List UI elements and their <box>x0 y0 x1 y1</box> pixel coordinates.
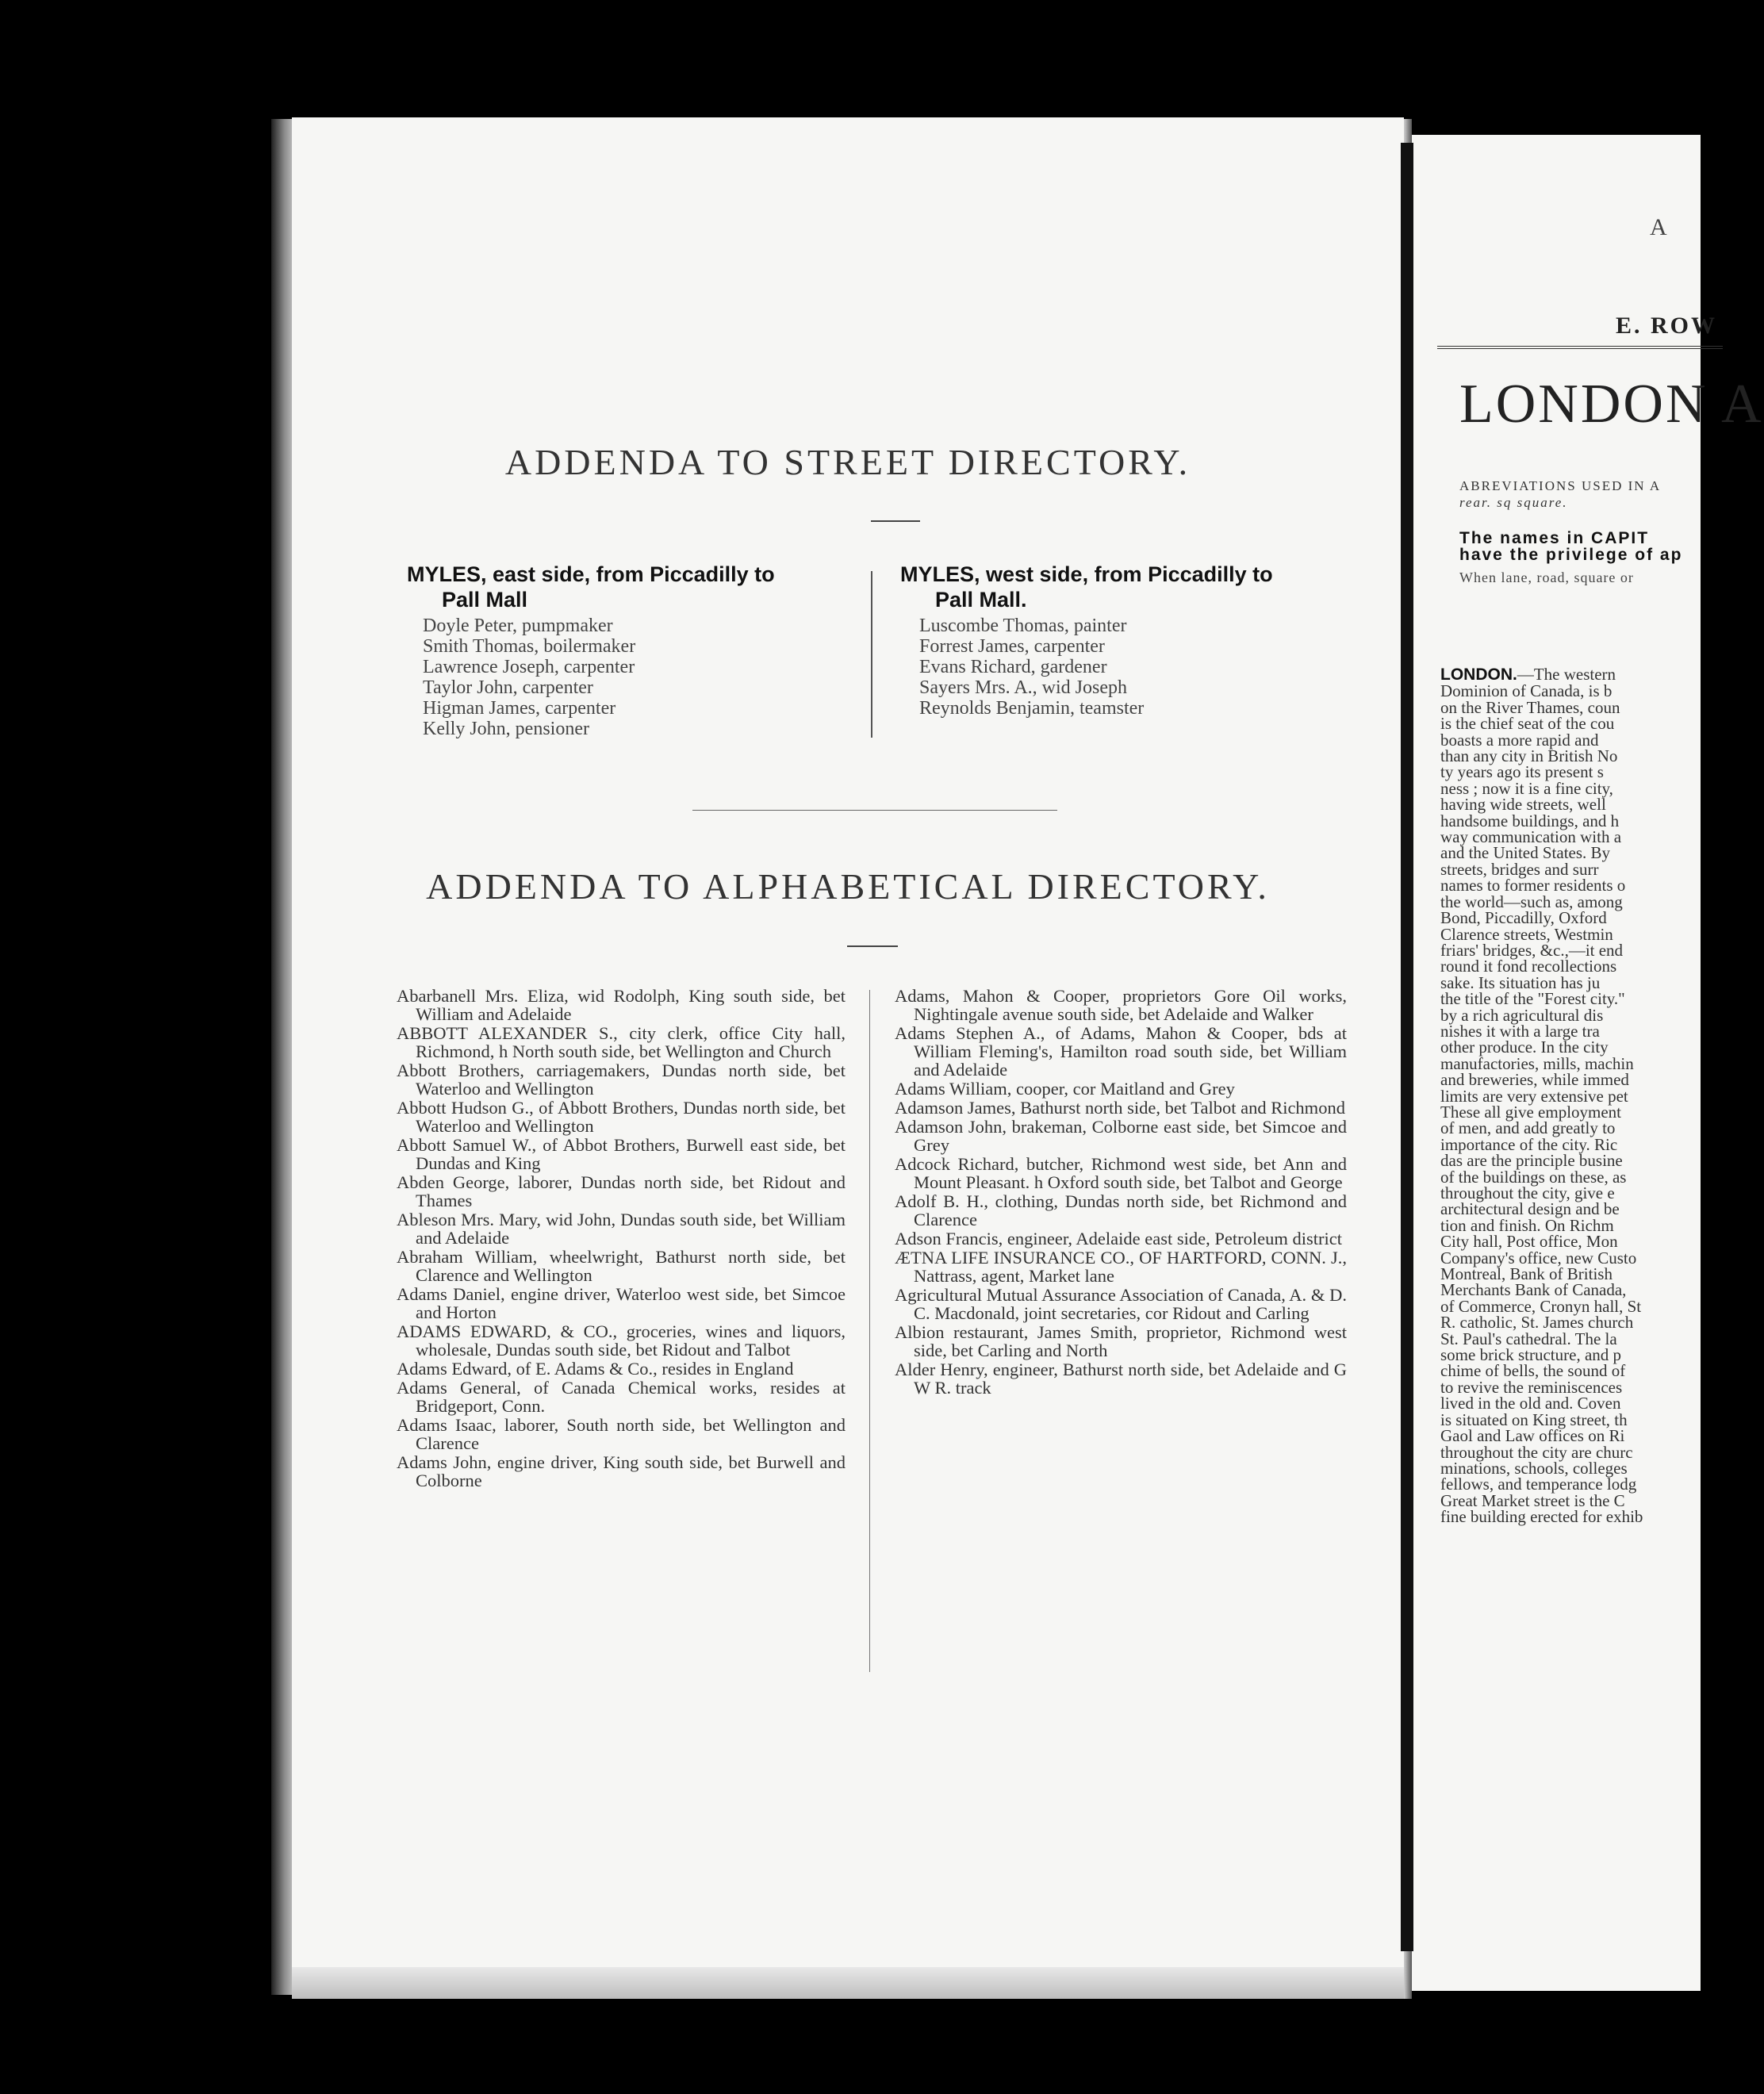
body-line: minations, schools, colleges <box>1440 1458 1628 1478</box>
alpha-left-column <box>397 987 846 1490</box>
directory-entry: Abarbanell Mrs. Eliza, wid Rodolph, King south side, bet William and Adelaide <box>397 986 846 1024</box>
directory-entry: Alder Henry, engineer, Bathurst north side, bet Adelaide and G W R. track <box>895 1360 1347 1398</box>
street-directory-title: ADDENDA TO STREET DIRECTORY. <box>504 442 1191 482</box>
column-divider <box>869 990 870 1672</box>
directory-entry: Adams John, engine driver, King south side, bet Burwell and Colborne <box>397 1452 846 1490</box>
body-line: Great Market street is the C <box>1440 1490 1625 1510</box>
body-line: streets, bridges and surr <box>1440 859 1599 879</box>
header-rule <box>1437 346 1723 349</box>
body-line: throughout the city, give e <box>1440 1183 1615 1202</box>
body-line: ty years ago its present s <box>1440 762 1604 782</box>
alpha-right-column <box>895 987 1347 1398</box>
right-page <box>1412 135 1764 1991</box>
body-line: Montreal, Bank of British <box>1440 1264 1613 1284</box>
directory-entry: Adolf B. H., clothing, Dundas north side, bet Richmond and Clarence <box>895 1191 1347 1229</box>
street-left-heading: MYLES, east side, from Piccadilly to <box>407 562 775 586</box>
street-right-heading: MYLES, west side, from Piccadilly to <box>900 562 1273 586</box>
body-line: lived in the old and. Coven <box>1440 1394 1621 1413</box>
title-rule <box>871 520 920 522</box>
directory-entry: Adams General, of Canada Chemical works, resides at Bridgeport, Conn. <box>397 1378 846 1416</box>
body-line: R. catholic, St. James church <box>1440 1313 1634 1333</box>
directory-entry: Adcock Richard, butcher, Richmond west side, bet Ann and Mount Pleasant. h Oxford south side, bet Talbot and George <box>895 1154 1347 1192</box>
body-line: friars' bridges, &c.,—it end <box>1440 940 1624 960</box>
directory-entry: Adams Stephen A., of Adams, Mahon & Cooper, bds at William Fleming's, Hamilton road south side, bet William and Adelaide <box>895 1023 1347 1080</box>
directory-entry: Abden George, laborer, Dundas north side, bet Ridout and Thames <box>397 1172 846 1210</box>
corner-letter: A <box>1650 214 1667 240</box>
street-entry: Smith Thomas, boilermaker <box>423 636 636 657</box>
body-line: das are the principle busine <box>1440 1151 1623 1171</box>
body-line: limits are very extensive pet <box>1440 1086 1628 1106</box>
street-left-heading-cont: Pall Mall <box>442 588 528 612</box>
when-note: When lane, road, square or <box>1459 570 1634 585</box>
body-line: of Commerce, Cronyn hall, St <box>1440 1296 1642 1316</box>
body-line: LONDON.—The western <box>1440 665 1616 684</box>
body-line: ness ; now it is a fine city, <box>1440 778 1613 798</box>
body-line: the title of the "Forest city." <box>1440 989 1625 1009</box>
names-line: The names in CAPIT <box>1459 529 1650 547</box>
title-rule <box>847 945 898 947</box>
body-line: than any city in British No <box>1440 746 1618 766</box>
page-edge-bottom <box>292 1967 1404 1999</box>
directory-entry: Adams, Mahon & Cooper, proprietors Gore Oil works, Nightingale avenue south side, bet Adelaide and Walker <box>895 986 1347 1024</box>
directory-entry: ÆTNA LIFE INSURANCE CO., OF HARTFORD, CONN. J., Nattrass, agent, Market lane <box>895 1248 1347 1286</box>
gutter-shadow <box>1401 143 1413 1951</box>
directory-entry: Ableson Mrs. Mary, wid John, Dundas south side, bet William and Adelaide <box>397 1210 846 1248</box>
street-right-heading-cont: Pall Mall. <box>935 588 1027 612</box>
directory-entry: ABBOTT ALEXANDER S., city clerk, office City hall, Richmond, h North south side, bet Wellington and Church <box>397 1023 846 1061</box>
body-line: on the River Thames, coun <box>1440 697 1620 717</box>
abbr-line: ABREVIATIONS USED IN A <box>1459 478 1662 493</box>
page-title: LONDON A <box>1459 374 1764 435</box>
body-line: chime of bells, the sound of <box>1440 1361 1626 1381</box>
street-entry: Evans Richard, gardener <box>919 657 1107 677</box>
body-line: Gaol and Law offices on Ri <box>1440 1426 1625 1446</box>
body-line: Clarence streets, Westmin <box>1440 924 1613 944</box>
body-line: the world—such as, among <box>1440 892 1623 911</box>
body-line: fellows, and temperance lodg <box>1440 1475 1637 1494</box>
body-line: Company's office, new Custo <box>1440 1248 1637 1268</box>
names-note <box>1459 530 1682 563</box>
body-line: nishes it with a large tra <box>1440 1021 1600 1041</box>
body-line: boasts a more rapid and <box>1440 730 1599 750</box>
directory-entry: ADAMS EDWARD, & CO., groceries, wines and liquors, wholesale, Dundas south side, bet Ridout and Talbot <box>397 1321 846 1360</box>
left-page <box>292 117 1404 1997</box>
body-line: handsome buildings, and h <box>1440 811 1620 830</box>
body-line: Dominion of Canada, is b <box>1440 681 1613 701</box>
directory-entry: Abbott Hudson G., of Abbott Brothers, Dundas north side, bet Waterloo and Wellington <box>397 1098 846 1136</box>
body-line: way communication with a <box>1440 827 1622 847</box>
body-line: These all give employment <box>1440 1102 1622 1122</box>
directory-entry: Adams Edward, of E. Adams & Co., resides in England <box>397 1359 794 1379</box>
alpha-directory-title: ADDENDA TO ALPHABETICAL DIRECTORY. <box>426 866 1270 907</box>
directory-entry: Adson Francis, engineer, Adelaide east side, Petroleum district <box>895 1229 1342 1248</box>
street-entry: Doyle Peter, pumpmaker <box>423 616 613 636</box>
body-line: some brick structure, and p <box>1440 1345 1622 1365</box>
body-line: City hall, Post office, Mon <box>1440 1232 1618 1252</box>
street-left-list <box>407 616 835 739</box>
abbr-line: rear. sq square. <box>1459 495 1568 510</box>
street-entry: Higman James, carpenter <box>423 698 616 719</box>
directory-entry: Agricultural Mutual Assurance Association of Canada, A. & D. C. Macdonald, joint secretaries, cor Ridout and Carling <box>895 1285 1347 1323</box>
body-line: and the United States. By <box>1440 843 1611 863</box>
body-line: names to former residents o <box>1440 876 1626 896</box>
directory-entry: Adamson John, brakeman, Colborne east side, bet Simcoe and Grey <box>895 1117 1347 1155</box>
street-entry: Luscombe Thomas, painter <box>919 616 1127 636</box>
body-line: Merchants Bank of Canada, <box>1440 1280 1627 1300</box>
body-line: St. Paul's cathedral. The la <box>1440 1329 1617 1348</box>
street-entry: Sayers Mrs. A., wid Joseph <box>919 677 1127 698</box>
section-rule <box>692 810 1057 811</box>
body-line: other produce. In the city <box>1440 1037 1609 1057</box>
body-line: of men, and add greatly to <box>1440 1118 1616 1138</box>
body-lead: LONDON. <box>1440 665 1517 684</box>
body-line: is the chief seat of the cou <box>1440 714 1615 734</box>
directory-entry: Adamson James, Bathurst north side, bet Talbot and Richmond <box>895 1098 1345 1118</box>
body-line: sake. Its situation has ju <box>1440 972 1601 992</box>
column-divider <box>871 571 872 738</box>
directory-entry: Abbott Brothers, carriagemakers, Dundas north side, bet Waterloo and Wellington <box>397 1060 846 1099</box>
body-line: Bond, Piccadilly, Oxford <box>1440 908 1607 928</box>
body-line: is situated on King street, th <box>1440 1409 1628 1429</box>
directory-entry: Abraham William, wheelwright, Bathurst north side, bet Clarence and Wellington <box>397 1247 846 1285</box>
directory-entry: Adams Daniel, engine driver, Waterloo west side, bet Simcoe and Horton <box>397 1284 846 1322</box>
running-header: E. ROW <box>1616 313 1718 339</box>
body-line: throughout the city are churc <box>1440 1442 1633 1462</box>
street-right-block <box>900 562 1360 719</box>
body-line: by a rich agricultural dis <box>1440 1005 1604 1025</box>
body-line: to revive the reminiscences <box>1440 1377 1623 1397</box>
london-description <box>1440 666 1726 1525</box>
street-left-block <box>407 562 835 739</box>
street-entry: Lawrence Joseph, carpenter <box>423 657 635 677</box>
street-entry: Forrest James, carpenter <box>919 636 1105 657</box>
body-line: and breweries, while immed <box>1440 1070 1629 1090</box>
body-line: manufactories, mills, machin <box>1440 1053 1634 1073</box>
directory-entry: Adams William, cooper, cor Maitland and Grey <box>895 1079 1235 1099</box>
directory-entry: Albion restaurant, James Smith, proprietor, Richmond west side, bet Carling and North <box>895 1322 1347 1360</box>
body-line: architectural design and be <box>1440 1199 1620 1219</box>
body-line: fine building erected for exhib <box>1440 1507 1643 1527</box>
abbreviations-note <box>1459 477 1661 511</box>
directory-entry: Adams Isaac, laborer, South north side, bet Wellington and Clarence <box>397 1415 846 1453</box>
directory-entry: Abbott Samuel W., of Abbot Brothers, Burwell east side, bet Dundas and King <box>397 1135 846 1173</box>
names-line: have the privilege of ap <box>1459 546 1683 564</box>
body-line: round it fond recollections <box>1440 957 1617 976</box>
body-line: importance of the city. Ric <box>1440 1134 1618 1154</box>
street-entry: Kelly John, pensioner <box>423 719 589 739</box>
body-line: tion and finish. On Richm <box>1440 1215 1614 1235</box>
street-right-list <box>900 616 1360 719</box>
street-entry: Reynolds Benjamin, teamster <box>919 698 1145 719</box>
body-line: having wide streets, well <box>1440 795 1606 815</box>
street-entry: Taylor John, carpenter <box>423 677 593 698</box>
body-line: of the buildings on these, as <box>1440 1167 1627 1187</box>
